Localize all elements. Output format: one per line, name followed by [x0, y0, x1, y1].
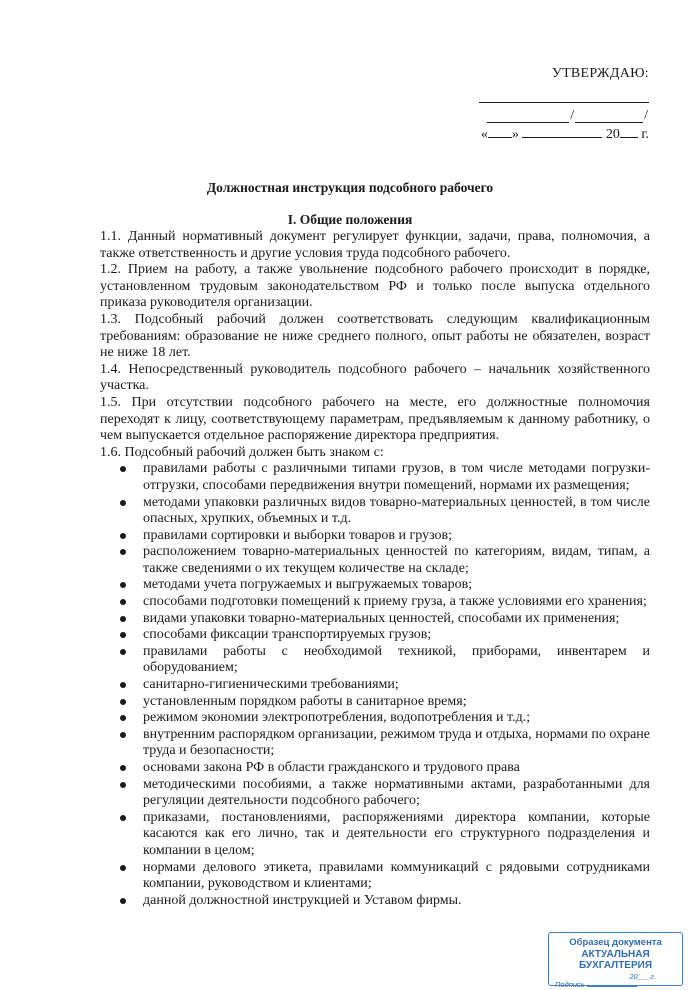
list-item: [100, 461, 650, 494]
stamp-line-3: 20___г.: [629, 972, 656, 981]
list-item-text: способами фиксации транспортируемых грузов;: [143, 627, 432, 643]
list-item: [100, 893, 650, 910]
list-item: [100, 495, 650, 528]
document-title: Должностная инструкция подсобного рабочего: [206, 180, 494, 195]
bullet-icon: [120, 765, 126, 771]
list-item-text: правилами работы с необходимой техникой, приборами, инвентарем и оборудованием;: [143, 643, 650, 676]
list-item: [100, 611, 650, 628]
document-body: [100, 229, 650, 909]
signature-blank: [487, 108, 569, 123]
bullet-icon: [120, 466, 126, 472]
name-slash: /: [644, 108, 648, 123]
list-item-text: нормами делового этикета, правилами коммуникаций с рядовыми сотрудниками компании, руководством и клиентами;: [143, 859, 650, 892]
approval-signature-line: [479, 107, 649, 123]
bullet-icon: [120, 500, 126, 506]
list-item: [100, 777, 650, 810]
paragraph-1-5: 1.5. При отсутствии подсобного рабочего на месте, его должностные полномочия переходят к лицу, соответствующему параметрам, предъявляемым к данному работнику, о чем выпускается отдельное распоряжение директора предприятия.: [100, 394, 650, 444]
bullet-icon: [120, 732, 126, 738]
list-item-text: правилами работы с различными типами грузов, в том числе методами погрузки-отгрузки, способами передвижения внутри помещений, нормами их размещения;: [143, 461, 650, 493]
stamp-signature-blank: [587, 986, 637, 987]
list-item: [100, 694, 650, 711]
month-blank: [522, 125, 602, 138]
bullet-icon: [120, 898, 126, 904]
stamp-line-1: Образец документа: [569, 937, 662, 948]
paragraph-1-2: 1.2. Прием на работу, а также увольнение подсобного рабочего происходит в порядке, установленном трудовым законодательством РФ и только после выпуска отдельного приказа руководителя организации.: [100, 262, 650, 311]
bullet-icon: [120, 649, 126, 655]
list-item-text: правилами сортировки и выборки товаров и грузов;: [143, 527, 453, 543]
paragraph-1-3: 1.3. Подсобный рабочий должен соответствовать следующим квалификационным требованиям: образование не ниже среднего полного, опыт работы не обязателен, возраст не ниже 18 лет.: [100, 311, 650, 361]
bullet-icon: [120, 782, 126, 788]
bullet-icon: [120, 632, 126, 638]
list-item: [100, 860, 650, 893]
approval-block: [479, 66, 649, 143]
list-item-text: режимом экономии электропотребления, водопотребления и т.д.;: [143, 710, 531, 726]
bullet-icon: [120, 715, 126, 721]
list-item: [100, 577, 650, 594]
paragraph-1-1: 1.1. Данный нормативный документ регулирует функции, задачи, права, полномочия, а также ответственность и другие условия труда подсобного рабочего.: [100, 229, 650, 261]
sample-stamp: [548, 932, 683, 989]
list-item-text: видами упаковки товарно-материальных ценностей, способами их применения;: [143, 610, 620, 626]
bullet-icon: [120, 865, 126, 871]
list-item: [100, 710, 650, 727]
stamp-line-4: [549, 980, 682, 989]
approval-title: УТВЕРЖДАЮ:: [551, 66, 649, 81]
list-item: [100, 528, 650, 545]
year-blank: [620, 125, 638, 138]
list-item-text: установленным порядком работы в санитарное время;: [143, 693, 467, 709]
paragraph-1-4: 1.4. Непосредственный руководитель подсобного рабочего – начальник хозяйственного участка.: [100, 361, 650, 394]
bullet-icon: [120, 582, 126, 588]
bullet-icon: [120, 599, 126, 605]
list-item-text: методическими пособиями, а также нормативными актами, разработанными для регуляции деятельности подсобного рабочего;: [143, 776, 650, 809]
list-item: [100, 544, 650, 577]
name-blank: [575, 108, 643, 123]
list-item: [100, 627, 650, 644]
bullet-icon: [120, 549, 126, 555]
list-item-text: внутренним распорядком организации, режимом труда и отдыха, нормами по охране труда и безопасности;: [143, 726, 650, 759]
list-item: [100, 727, 650, 760]
bullet-icon: [120, 533, 126, 539]
list-item: [100, 594, 650, 611]
list-item: [100, 810, 650, 860]
date-suffix: г.: [641, 127, 649, 142]
section-title: I. Общие положения: [287, 212, 413, 227]
approval-date: [479, 125, 649, 143]
date-quote-open: «: [480, 127, 488, 142]
list-item-text: данной должностной инструкцией и Уставом фирмы.: [143, 892, 462, 908]
list-item-text: расположением товарно-материальных ценностей по категориям, видам, типам, а также сведениями о их текущем количестве на складе;: [143, 544, 650, 576]
list-item-text: способами подготовки помещений к приему груза, а также условиями его хранения;: [143, 594, 647, 610]
knowledge-list: [100, 461, 650, 909]
date-year: 20: [605, 127, 620, 142]
list-item-text: приказами, постановлениями, распоряжениями директора компании, которые касаются как его лично, так и деятельности его структурного подразделения и компании в целом;: [143, 809, 650, 858]
bullet-icon: [120, 682, 126, 688]
stamp-line-2: АКТУАЛЬНАЯ БУХГАЛТЕРИЯ: [578, 949, 653, 971]
list-item: [100, 644, 650, 677]
list-item-text: санитарно-гигиеническими требованиями;: [143, 677, 399, 693]
list-item-text: основами закона РФ в области гражданского и трудового права: [143, 760, 520, 775]
signature-slash: /: [570, 108, 575, 123]
stamp-signature-label: Подпись: [555, 980, 585, 989]
list-item-text: методами упаковки различных видов товарно-материальных ценностей, в том числе опасных, хрупких, объемных и т.д.: [143, 494, 650, 527]
paragraph-1-6: 1.6. Подсобный рабочий должен быть знаком с:: [100, 444, 384, 460]
bullet-icon: [120, 616, 126, 622]
bullet-icon: [120, 699, 126, 705]
date-quote-close: »: [511, 127, 519, 142]
list-item: [100, 677, 650, 694]
day-blank: [488, 125, 512, 138]
approval-position-line: [479, 88, 649, 103]
list-item-text: методами учета погружаемых и выгружаемых товаров;: [143, 577, 473, 593]
bullet-icon: [120, 815, 126, 821]
list-item: [100, 760, 650, 777]
